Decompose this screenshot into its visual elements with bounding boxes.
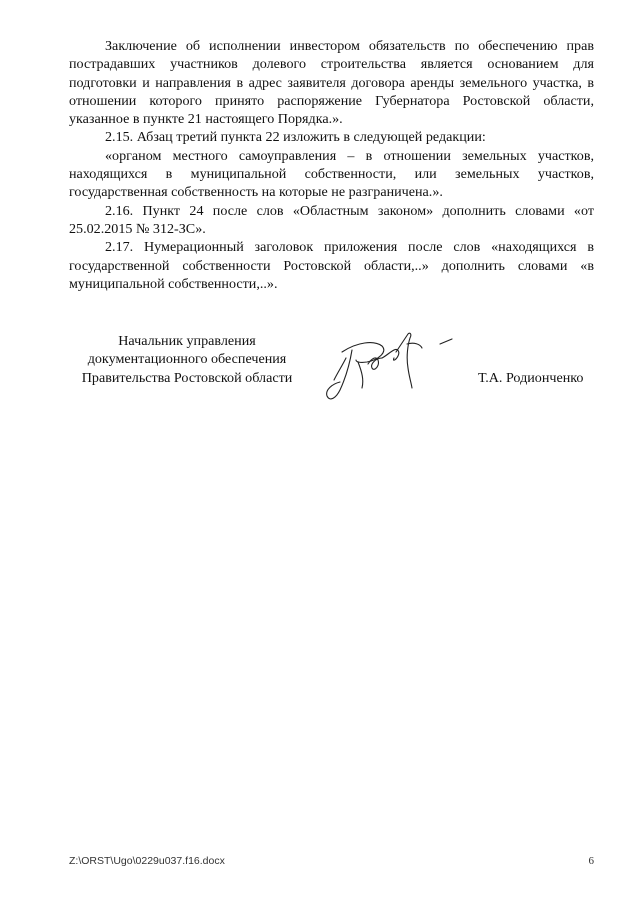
paragraph-2-16: 2.16. Пункт 24 после слов «Областным законом» дополнить словами «от 25.02.2015 № 312-ЗС». [69, 202, 594, 237]
footer-file-path: Z:\ORST\Ugo\0229u037.f16.docx [69, 855, 225, 867]
paragraph-conclusion: Заключение об исполнении инвестором обязательств по обеспечению прав пострадавших участников долевого строительства является основанием для подготовки и направления в адрес заявителя договора аренды земельного участка, в отношении которого принято распоряжение Губернатора Ростовской области, указанное в пункте 21 настоящего Порядка.». [69, 38, 594, 128]
page-number: 6 [588, 855, 594, 867]
signer-name: Т.А. Родионченко [478, 370, 584, 386]
handwritten-signature [312, 322, 462, 407]
paragraph-2-15: 2.15. Абзац третий пункта 22 изложить в следующей редакции: [105, 129, 486, 146]
signer-position-line-3: Правительства Ростовской области [81, 370, 293, 386]
signer-position-line-2: документационного обеспечения [87, 351, 287, 367]
signer-position-line-1: Начальник управления [118, 333, 256, 349]
paragraph-2-15-quote: «органом местного самоуправления – в отношении земельных участков, находящихся в муниципальной собственности, или земельных участков, государственная собственность на которые не разграничена.». [69, 147, 594, 201]
paragraph-2-17: 2.17. Нумерационный заголовок приложения после слов «находящихся в государственной собственности Ростовской области,..» дополнить словами «в муниципальной собственности,..». [69, 239, 594, 292]
